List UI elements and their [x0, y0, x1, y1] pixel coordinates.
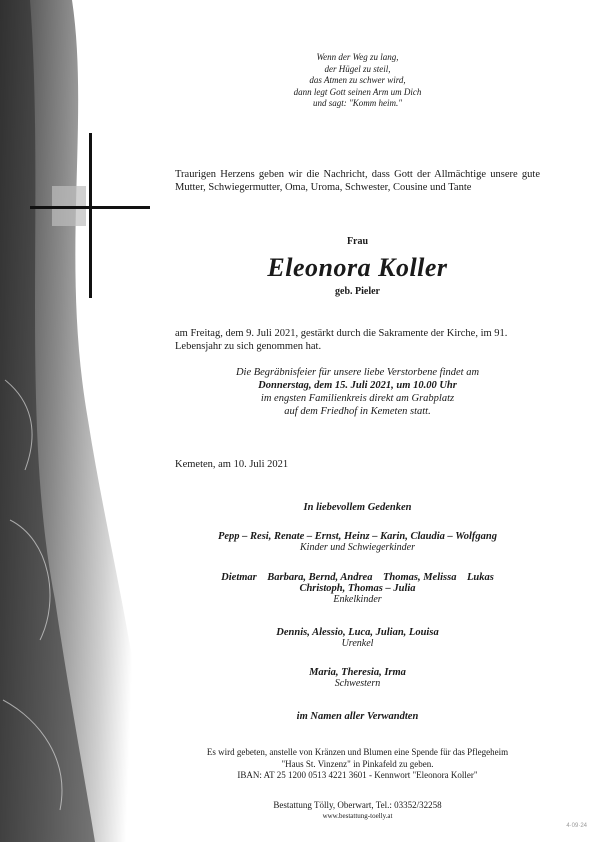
mourner-role: Urenkel [341, 638, 374, 649]
deceased-name: Eleonora Koller [267, 253, 448, 282]
maiden-name: geb. Pieler [335, 286, 380, 297]
mourner-group [180, 572, 535, 605]
mourner-role: Enkelkinder [333, 594, 382, 605]
mourner-names: Dietmar Barbara, Bernd, Andrea Thomas, Melissa Lukas [221, 572, 494, 583]
mourner-group [180, 627, 535, 649]
marble-side-decoration [0, 0, 160, 842]
donation-note [175, 747, 540, 782]
mourner-group [180, 667, 535, 689]
donation-line: "Haus St. Vinzenz" in Pinkafeld zu geben. [281, 758, 434, 769]
mourner-role: Kinder und Schwiegerkinder [300, 542, 415, 553]
relatives-line: im Namen aller Verwandten [296, 711, 419, 722]
mourners-heading: In liebevollem Gedenken [303, 502, 412, 513]
undertaker-name: Bestattung Tölly, Oberwart, Tel.: 03352/32258 [273, 800, 442, 810]
donation-line: Es wird gebeten, anstelle von Kränzen und Blumen eine Spende für das Pflegeheim [206, 747, 509, 757]
mourner-role: Schwestern [334, 678, 381, 689]
salutation: Frau [346, 236, 369, 247]
mourner-names: Christoph, Thomas – Julia [299, 583, 416, 594]
mourner-names: Pepp – Resi, Renate – Ernst, Heinz – Karin, Claudia – Wolfgang [217, 531, 498, 542]
intro-text: Traurigen Herzens geben wir die Nachricht, dass Gott der Allmächtige unsere gute Mutter, Schwiegermutter, Oma, Uroma, Schwester, Cousine und Tante [175, 169, 540, 193]
date-place: Kemeten, am 10. Juli 2021 [175, 459, 289, 470]
funeral-info [175, 366, 540, 418]
funeral-date: Donnerstag, dem 15. Juli 2021, um 10.00 Uhr [258, 380, 457, 391]
mourner-names: Dennis, Alessio, Luca, Julian, Louisa [276, 627, 439, 638]
document-code: 4·09·24 [566, 823, 587, 829]
mourner-names: Maria, Theresia, Irma [309, 667, 406, 678]
poem-line: und sagt: "Komm heim." [312, 98, 403, 108]
poem [175, 52, 540, 110]
funeral-line: Die Begräbnisfeier für unsere liebe Verstorbene findet am [235, 367, 480, 378]
cross-vertical-bar [89, 133, 92, 298]
mourner-group [180, 531, 535, 553]
poem-line: Wenn der Weg zu lang, [316, 52, 399, 62]
death-notice-text: am Freitag, dem 9. Juli 2021, gestärkt durch die Sakramente der Kirche, im 91. Lebensjahr zu sich genommen hat. [175, 328, 508, 352]
undertaker-website: www.bestattung-toelly.at [322, 811, 393, 820]
funeral-line: auf dem Friedhof in Kemeten statt. [284, 406, 431, 417]
poem-line: dann legt Gott seinen Arm um Dich [293, 86, 422, 97]
poem-line: der Hügel zu steil, [324, 63, 391, 74]
cross-horizontal-bar [30, 206, 150, 209]
poem-line: das Atmen zu schwer wird, [309, 75, 406, 85]
funeral-line: im engsten Familienkreis direkt am Grabplatz [260, 393, 455, 404]
iban-line: IBAN: AT 25 1200 0513 4221 3601 - Kennwort "Eleonora Koller" [237, 770, 478, 780]
undertaker-info [175, 800, 540, 821]
